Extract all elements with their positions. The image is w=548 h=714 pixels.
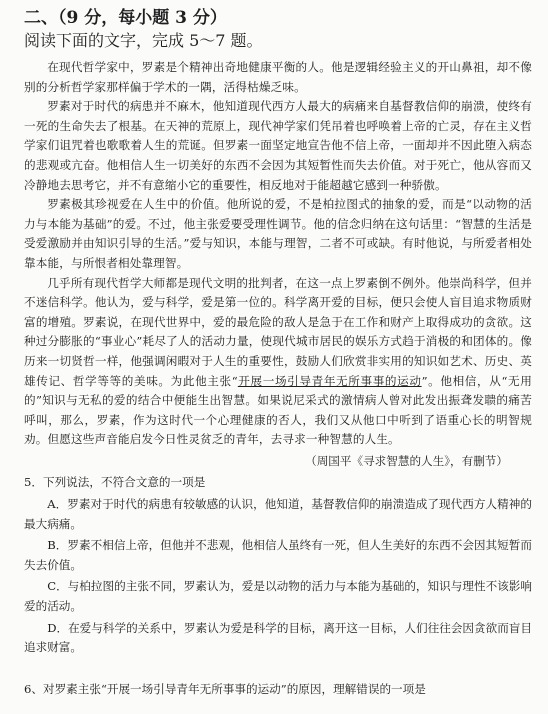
question-6-stem: 6、对罗素主张“开展一场引导青年无所事事的运动”的原因，理解错误的一项是 [24,681,426,696]
passage [24,58,532,471]
exam-page [24,6,532,711]
passage-paragraph-1: 在现代哲学家中，罗素是个精神出奇地健康平衡的人。他是逻辑经验主义的开山鼻祖，却不像别的分析哲学家那样偏于学术的一隅，活得枯燥乏味。 [24,60,532,94]
option-c: C．与柏拉图的主张不同，罗素认为，爱是以动物的活力与本能为基础的，知识与理性不该影响爱的活动。 [24,579,532,614]
question-5-stem: 5．下列说法，不符合文意的一项是 [24,475,206,490]
option-b: B．罗素不相信上帝，但他并不悲观，他相信人虽终有一死，但人生美好的东西不会因其短暂而失去价值。 [24,538,532,572]
reading-instruction: 阅读下面的文字，完成 5～7 题。 [24,31,263,50]
passage-text: 几乎所有现代哲学大师都是现代文明的批判者，在这一点上罗素倒不例外。他崇尚科学，但并不迷信科学。他认为，爱与科学，爱是第一位的。科学离开爱的目标，便只会使人盲目追求物质财富的增殖。罗素说，在现代世界中，爱的最危险的敌人是急于在工作和财产上取得成功的贪欲。这种过分膨胀的“事业心”耗尽了人的活动力量，使现代城市居民的娱乐方式趋于消极的和团体的。像历来一切贤哲一样，他强调闲暇对于人生的重要性，鼓励人们欣赏非实用的知识如艺术、历史、英雄传记、哲学等等的美味。为此他主张“ [24,275,532,388]
passage-source: （周国平《寻求智慧的人生》，有删节） [305,453,508,468]
passage-paragraph-4 [24,274,532,450]
passage-paragraph-2: 罗素对于时代的病患并不麻木，他知道现代西方人最大的病痛来自基督教信仰的崩溃，使终有一死的生命失去了根基。在天神的荒原上，现代神学家们凭吊着也呼唤着上帝的亡灵，存在主义哲学家们诅咒着也歌歌着人生的荒诞。但罗素一面坚定地宣告他不信上帝，一面却并不因此堕入病态的悲观或亢奋。他相信人生一切美好的东西不会因为其短暂性而失去价值。对于死亡，他从容而又冷静地去思考它，并不有意缩小它的重要性，相反地对于能超越它感到一种骄傲。 [24,99,532,192]
underlined-phrase: 开展一场引导青年无所事事的运动 [237,373,422,388]
option-a: A．罗素对于时代的病患有较敏感的认识，他知道，基督教信仰的崩溃造成了现代西方人精神的最大病痛。 [24,497,532,531]
question-5 [24,473,532,657]
option-d: D．在爱与科学的关系中，罗素认为爱是科学的目标，离开这一目标，人们往往会因贪欲而盲目追求财富。 [24,620,532,655]
passage-text: ”。他相信，从“无用的”知识与无私的爱的结合中便能生出智慧。如果说尼采式的激情病人曾对此发出振聋发聩的痛苦呼叫，那么，罗素，作为这时代一个心理健康的否人，我们又从他口中听到了语重心长的明智规劝。但愿这些声音能启发今日性灵贫乏的青年，去寻求一种智慧的人生。 [24,373,532,447]
passage-paragraph-3: 罗素极其珍视爱在人生中的价值。他所说的爱，不是柏拉图式的抽象的爱，而是“以动物的活力与本能为基础”的爱。不过，他主张爱要受理性调节。他的信念归纳在这句话里：“智慧的生活是受爱激励并由知识引导的生活。”爱与知识，本能与理智，二者不可或缺。有时他说，与所爱者相处靠本能，与所恨者相处靠理智。 [24,197,532,270]
section-heading: 二、（9 分，每小题 3 分） [24,8,227,28]
